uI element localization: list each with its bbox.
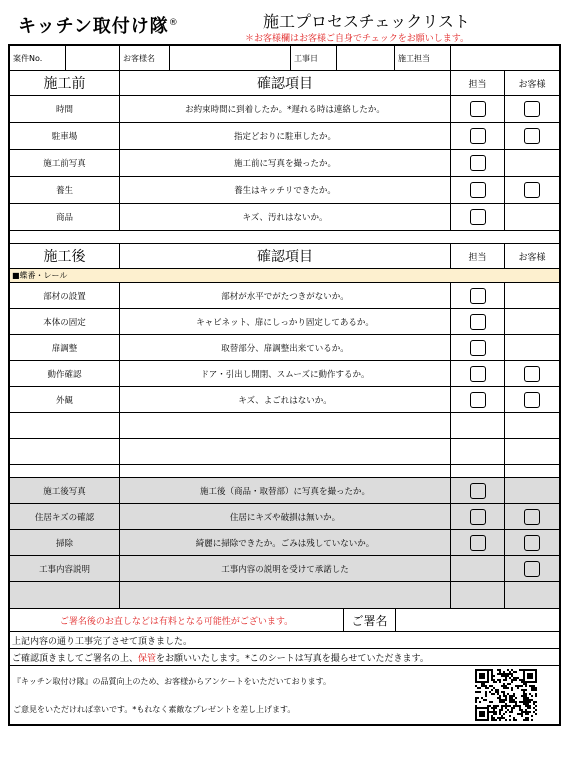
customer-checkbox[interactable]: [524, 128, 540, 144]
final-rows: [10, 478, 559, 582]
item-description: キズ、汚れはないか。: [120, 204, 451, 230]
staff-cell: [451, 556, 505, 581]
staff-cell: [451, 123, 505, 149]
signature-row: [10, 609, 559, 632]
storage-line: ご確認頂きましてご署名の上、 保管 をお願いいたします。*このシートは写真を撮らせていただきます。: [10, 649, 559, 666]
checklist-sheet: [8, 8, 561, 726]
item-description: 養生はキッチリできたか。: [120, 177, 451, 203]
item-label: 本体の固定: [10, 309, 120, 334]
item-description: 住居にキズや破損は無いか。: [120, 504, 451, 529]
customer-cell: [505, 335, 559, 360]
customer-cell: [505, 361, 559, 386]
staff-cell: [451, 530, 505, 555]
staff-checkbox[interactable]: [470, 340, 486, 356]
item-description: 施工前に写真を撮ったか。: [120, 150, 451, 176]
before-staff-heading: 担当: [451, 71, 505, 95]
completion-line: 上記内容の通り工事完了させて頂きました。: [10, 632, 559, 649]
checklist-row: [10, 96, 559, 123]
staff-checkbox[interactable]: [470, 366, 486, 382]
checklist-row: [10, 361, 559, 387]
hinge-rail-subheading: ■蝶番・レール: [10, 269, 559, 283]
item-label: 部材の設置: [10, 283, 120, 308]
staff-cell: [451, 478, 505, 503]
customer-cell: [505, 96, 559, 122]
survey-text-2: ご意見をいただければ幸いです。*もれなく素敵なプレゼントを差し上げます。: [13, 705, 296, 714]
installer-label: 施工担当: [395, 46, 451, 70]
staff-checkbox[interactable]: [470, 392, 486, 408]
customer-cell: [505, 123, 559, 149]
signature-label: ご署名: [344, 609, 396, 631]
item-label: 扉調整: [10, 335, 120, 360]
item-description: キャビネット、扉にしっかり固定してあるか。: [120, 309, 451, 334]
installer-field[interactable]: [451, 46, 559, 70]
item-description: 工事内容の説明を受けて承諾した: [120, 556, 451, 581]
brand-logo: キッチン取付け隊®: [18, 16, 179, 37]
checklist-row: [10, 123, 559, 150]
item-label: 外観: [10, 387, 120, 412]
item-label: 時間: [10, 96, 120, 122]
survey-text-1: 『キッチン取付け隊』の品質向上のため、お客様からアンケートをいただいております。: [13, 677, 331, 686]
checklist-row: [10, 150, 559, 177]
item-label: 商品: [10, 204, 120, 230]
checklist-row: [10, 309, 559, 335]
staff-cell: [451, 204, 505, 230]
document-title: 施工プロセスチェックリスト: [263, 12, 470, 31]
before-rows: [10, 96, 559, 231]
staff-checkbox[interactable]: [470, 535, 486, 551]
spacer-row: [10, 231, 559, 244]
item-description: 施工後（商品・取替部）に写真を撮ったか。: [120, 478, 451, 503]
item-label: 掃除: [10, 530, 120, 555]
item-label: 駐車場: [10, 123, 120, 149]
after-staff-heading: 担当: [451, 244, 505, 268]
header: [8, 8, 561, 44]
customer-cell: [505, 150, 559, 176]
staff-checkbox[interactable]: [470, 182, 486, 198]
checklist-row: [10, 530, 559, 556]
customer-checkbox[interactable]: [524, 101, 540, 117]
item-description: 綺麗に掃除できたか。ごみは残していないか。: [120, 530, 451, 555]
work-date-label: 工事日: [291, 46, 337, 70]
customer-cell: [505, 387, 559, 412]
blank-row: [10, 465, 559, 478]
case-no-label: 案件No.: [10, 46, 66, 70]
signature-field[interactable]: [396, 609, 559, 631]
staff-cell: [451, 177, 505, 203]
customer-cell: [505, 478, 559, 503]
customer-cell: [505, 204, 559, 230]
customer-cell: [505, 556, 559, 581]
before-heading-row: [10, 71, 559, 96]
staff-cell: [451, 283, 505, 308]
item-label: 動作確認: [10, 361, 120, 386]
staff-cell: [451, 309, 505, 334]
customer-cell: [505, 504, 559, 529]
checklist-row: [10, 283, 559, 309]
customer-cell: [505, 530, 559, 555]
staff-checkbox[interactable]: [470, 314, 486, 330]
item-description: 指定どおりに駐車したか。: [120, 123, 451, 149]
customer-cell: [505, 309, 559, 334]
case-no-field[interactable]: [66, 46, 120, 70]
item-description: 部材が水平でがたつきがないか。: [120, 283, 451, 308]
before-heading: 施工前: [10, 71, 120, 95]
staff-cell: [451, 150, 505, 176]
item-label: 施工前写真: [10, 150, 120, 176]
checklist-row: [10, 478, 559, 504]
staff-checkbox[interactable]: [470, 128, 486, 144]
checklist-row: [10, 387, 559, 413]
qr-code-icon[interactable]: [475, 669, 537, 721]
before-customer-heading: お客様: [518, 79, 546, 90]
customer-checkbox[interactable]: [524, 509, 540, 525]
item-label: 住居キズの確認: [10, 504, 120, 529]
before-check-heading: 確認項目: [120, 71, 451, 95]
blank-rows: [10, 413, 559, 478]
item-description: 取替部分、扉調整出来ているか。: [120, 335, 451, 360]
checklist-row: [10, 556, 559, 582]
customer-name-field[interactable]: [170, 46, 291, 70]
blank-shaded-row: [10, 582, 559, 609]
checklist-row: [10, 177, 559, 204]
checklist-row: [10, 335, 559, 361]
after-rows: [10, 283, 559, 413]
signature-warning: ご署名後のお直しなどは有料となる可能性がございます。: [10, 609, 344, 631]
item-label: 施工後写真: [10, 478, 120, 503]
after-heading: 施工後: [10, 244, 120, 268]
blank-row: [10, 413, 559, 439]
staff-checkbox[interactable]: [470, 209, 486, 225]
customer-note: ＊お客様欄はお客様ご自身でチェックをお願いします。: [245, 34, 470, 44]
after-customer-heading: お客様: [518, 252, 546, 263]
item-description: お約束時間に到着したか。*遅れる時は連絡したか。: [120, 96, 451, 122]
customer-cell: [505, 283, 559, 308]
meta-row: [10, 46, 559, 71]
customer-name-label: お客様名: [120, 46, 170, 70]
staff-checkbox[interactable]: [470, 509, 486, 525]
item-label: 養生: [10, 177, 120, 203]
customer-checkbox[interactable]: [524, 392, 540, 408]
customer-checkbox[interactable]: [524, 366, 540, 382]
customer-checkbox[interactable]: [524, 182, 540, 198]
blank-row: [10, 439, 559, 465]
staff-checkbox[interactable]: [470, 101, 486, 117]
customer-cell: [505, 177, 559, 203]
survey-footer: [10, 666, 559, 724]
checklist-row: [10, 204, 559, 231]
item-description: キズ、よごれはないか。: [120, 387, 451, 412]
staff-checkbox[interactable]: [470, 155, 486, 171]
checklist-table: [8, 44, 561, 726]
customer-checkbox[interactable]: [524, 535, 540, 551]
staff-cell: [451, 335, 505, 360]
checklist-row: [10, 504, 559, 530]
staff-cell: [451, 387, 505, 412]
item-label: 工事内容説明: [10, 556, 120, 581]
staff-checkbox[interactable]: [470, 483, 486, 499]
staff-cell: [451, 96, 505, 122]
staff-cell: [451, 361, 505, 386]
staff-checkbox[interactable]: [470, 288, 486, 304]
item-description: ドア・引出し開閉、スムーズに動作するか。: [120, 361, 451, 386]
work-date-field[interactable]: [337, 46, 395, 70]
after-check-heading: 確認項目: [120, 244, 451, 268]
staff-cell: [451, 504, 505, 529]
customer-checkbox[interactable]: [524, 561, 540, 577]
after-heading-row: [10, 244, 559, 269]
